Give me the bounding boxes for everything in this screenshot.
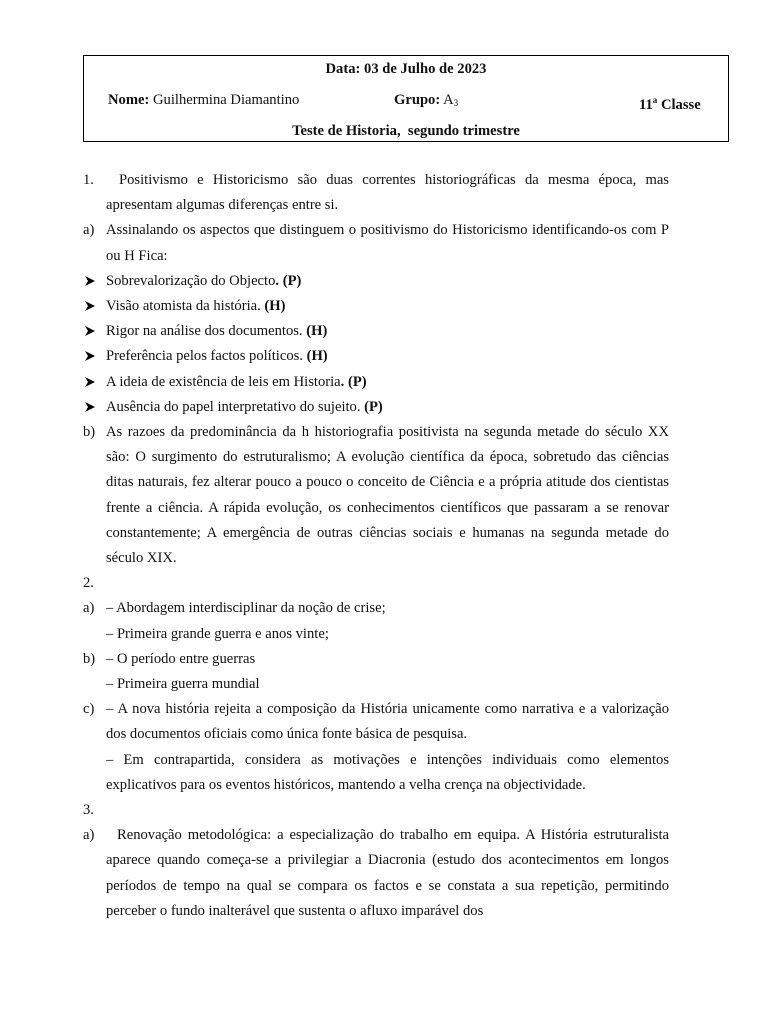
bullet-tag: (P) bbox=[347, 373, 367, 390]
answer-2c bbox=[83, 697, 669, 747]
arrow-bullet-icon bbox=[84, 401, 96, 413]
group-label: Grupo: bbox=[394, 92, 441, 108]
bullet-text: Sobrevalorização do Objecto bbox=[106, 272, 276, 289]
group-line bbox=[394, 91, 458, 112]
test-title: Teste de Historia, segundo trimestre bbox=[292, 123, 520, 139]
answer-text: – A nova história rejeita a composição da História unicamente como narrativa e a valorização dos documentos oficiais como única fonte básica de pesquisa. bbox=[106, 701, 669, 743]
answer-1b bbox=[83, 420, 669, 571]
question-number: 1. bbox=[83, 172, 94, 188]
bullet-tag: (P) bbox=[282, 272, 302, 289]
item-marker: a) bbox=[83, 222, 95, 239]
student-name: Guilhermina Diamantino bbox=[153, 92, 300, 108]
bullet-tag: (H) bbox=[306, 348, 328, 365]
group-letter: A bbox=[443, 92, 454, 108]
bullet-item bbox=[83, 319, 669, 344]
bullet-item bbox=[83, 395, 669, 420]
bullet-item: A ideia de existência de leis em Historia. (P) bbox=[83, 370, 669, 395]
answer-text: Assinalando os aspectos que distinguem o positivismo do Historicismo identificando-os com P ou H Fica: bbox=[106, 222, 669, 264]
answer-2a bbox=[83, 596, 669, 621]
bullet-text: Ausência do papel interpretativo do sujeito. bbox=[106, 398, 365, 415]
answer-line: – Primeira grande guerra e anos vinte; bbox=[106, 625, 329, 642]
answer-2b-cont bbox=[83, 672, 669, 697]
class-label: Classe bbox=[660, 96, 701, 113]
arrow-bullet-icon bbox=[84, 350, 96, 362]
bullet-text: Visão atomista da história. bbox=[106, 298, 265, 315]
answer-2c-cont bbox=[83, 748, 669, 798]
name-line bbox=[108, 91, 299, 109]
bullet-text: A ideia de existência de leis em Historia bbox=[106, 373, 341, 390]
class-line bbox=[639, 91, 701, 114]
arrow-bullet-icon bbox=[84, 325, 96, 337]
item-marker: b) bbox=[83, 650, 96, 667]
class-superscript: a bbox=[652, 95, 658, 105]
question-1 bbox=[83, 168, 669, 218]
arrow-bullet-icon bbox=[84, 300, 96, 312]
answer-text: Renovação metodológica: a especialização do trabalho em equipa. A História estruturalista aparece quando começa-se a privilegiar a Diacronia (estudo dos acontecimentos em longos períodos de tempo na qual se compara os factos e se constata a sua repetição, permitindo perceber o fundo inalterável que sustenta o afluxo imparável dos bbox=[106, 827, 669, 919]
arrow-bullet-icon bbox=[84, 275, 96, 287]
date-line: Data: 03 de Julho de 2023 bbox=[325, 61, 487, 77]
bullet-item: Sobrevalorização do Objecto. (P) bbox=[83, 269, 669, 294]
answer-2b bbox=[83, 647, 669, 672]
answer-line: – Abordagem interdisciplinar da noção de crise; bbox=[106, 600, 386, 617]
header-box bbox=[83, 55, 729, 142]
arrow-bullet-icon bbox=[84, 376, 96, 388]
item-marker: a) bbox=[83, 827, 95, 844]
item-marker: c) bbox=[83, 701, 95, 718]
bullet-text: Rigor na análise dos documentos. bbox=[106, 323, 307, 340]
bullet-item bbox=[83, 294, 669, 319]
class-number: 11 bbox=[639, 96, 653, 113]
bullet-tag: (H) bbox=[264, 298, 286, 315]
group-subscript: 3 bbox=[453, 98, 459, 108]
question-2 bbox=[83, 571, 669, 596]
answer-text: – Em contrapartida, considera as motivações e intenções individuais como elementos explicativos para os eventos históricos, mantendo a velha crença na objectividade. bbox=[106, 751, 669, 793]
bullet-tag: (H) bbox=[306, 323, 328, 340]
item-marker: a) bbox=[83, 600, 95, 617]
question-3 bbox=[83, 798, 669, 823]
bullet-text: Preferência pelos factos políticos. bbox=[106, 348, 307, 365]
question-text: Positivismo e Historicismo são duas correntes historiográficas da mesma época, mas apresentam algumas diferenças entre si. bbox=[106, 172, 669, 214]
name-label: Nome: bbox=[108, 92, 150, 108]
answer-text: As razoes da predominância da h historiografia positivista na segunda metade do século XX são: O surgimento do estruturalismo; A evolução científica da época, sobretudo das ciências ditas naturais, fez alterar pouco a pouco o conceito de Ciência e a própria atitude dos cientistas frente a ciência. A rápida evolução, os conhecimentos científicos que passaram a se renovar constantemente; A emergência de outras ciências sociais e humanas na segunda metade do século XIX. bbox=[106, 424, 669, 567]
answer-line: – O período entre guerras bbox=[106, 650, 256, 667]
answer-1a bbox=[83, 218, 669, 268]
bullet-tag: (P) bbox=[364, 398, 383, 415]
answer-2a-cont bbox=[83, 622, 669, 647]
answer-3a bbox=[83, 823, 669, 924]
question-number: 2. bbox=[83, 575, 94, 592]
question-number: 3. bbox=[83, 802, 94, 819]
answers-body bbox=[83, 168, 669, 924]
bullet-item bbox=[83, 344, 669, 369]
item-marker: b) bbox=[83, 424, 96, 441]
answer-line: – Primeira guerra mundial bbox=[106, 676, 260, 693]
